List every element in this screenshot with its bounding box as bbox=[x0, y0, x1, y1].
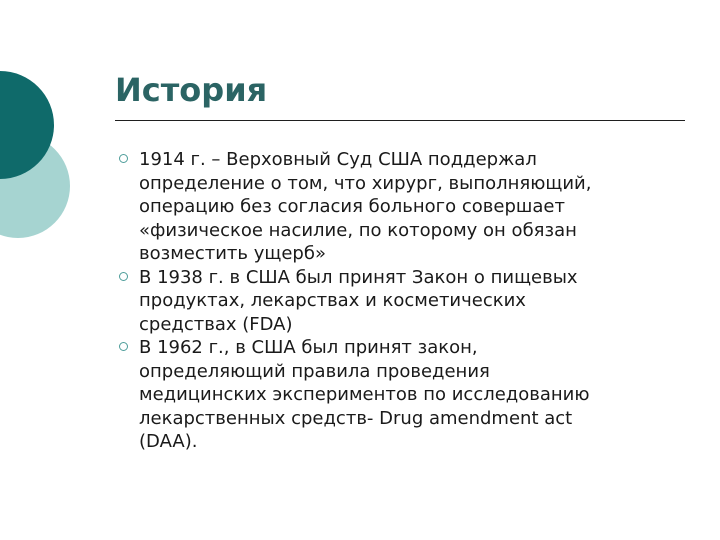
slide-title: История bbox=[115, 71, 268, 109]
bullet-line: продуктах, лекарствах и косметических bbox=[139, 290, 526, 311]
bullet-text bbox=[139, 148, 675, 266]
bullet-line: возместить ущерб» bbox=[139, 243, 326, 264]
list-item bbox=[115, 148, 675, 266]
ring-bullet-icon bbox=[119, 342, 128, 351]
bullet-line: (DAA). bbox=[139, 431, 198, 452]
bullet-line: 1914 г. – Верховный Суд США поддержал bbox=[139, 149, 537, 170]
bullet-line: медицинских экспериментов по исследованию bbox=[139, 384, 590, 405]
bullet-line: «физическое насилие, по которому он обязан bbox=[139, 219, 577, 241]
bullet-list bbox=[115, 148, 675, 454]
bullet-text bbox=[139, 266, 675, 337]
bullet-line: В 1962 г., в США был принят закон, bbox=[139, 337, 478, 358]
bullet-line: средствах (FDA) bbox=[139, 313, 293, 335]
title-divider bbox=[115, 120, 685, 121]
corner-circles-decoration bbox=[0, 0, 110, 290]
bullet-text bbox=[139, 336, 675, 454]
bullet-line: В 1938 г. в США был принят Закон о пищевых bbox=[139, 266, 578, 288]
list-item bbox=[115, 336, 675, 454]
bullet-line: операцию без согласия больного совершает bbox=[139, 196, 565, 217]
bullet-line: лекарственных средств- Drug amendment act bbox=[139, 407, 573, 429]
list-item bbox=[115, 266, 675, 337]
ring-bullet-icon bbox=[119, 272, 128, 281]
bullet-line: определяющий правила проведения bbox=[139, 360, 490, 382]
ring-bullet-icon bbox=[119, 154, 128, 163]
bullet-line: определение о том, что хирург, выполняющий, bbox=[139, 172, 592, 194]
